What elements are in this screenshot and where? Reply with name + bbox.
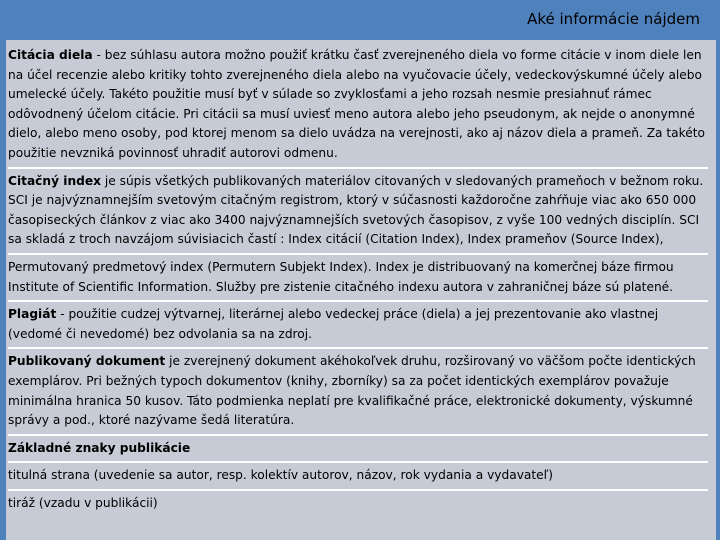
definition-text: je súpis všetkých publikovaných materiálov citovaných v sledovaných prameňoch v bežnom roku. SCI je najvýznamnejším svetovým citačným registrom, ktorý v súčasnosti každoročne zahŕňuje viac ako 650 000 časopiseckých článkov z viac ako 3400 najvýznamnejších svetových časopisov, z vyše 100 vedných disciplín. SCI sa skladá z troch navzájom súvisiacich častí : Index citácií (Citation Index), Index prameňov (Source Index),	[8, 173, 704, 247]
term-label: Citačný index	[8, 173, 101, 188]
page-title: Aké informácie nájdem	[527, 10, 700, 28]
definition-citacny-index	[8, 167, 708, 253]
heading-zakladne-znaky	[8, 434, 708, 462]
definition-permutovany-index	[8, 253, 708, 300]
definition-text: Permutovaný predmetový index (Permutern Subjekt Index). Index je distribuovaný na komerčnej báze firmou Institute of Scientific Information. Služby pre zistenie citačného indexu autora v zahraničnej báze sú platené.	[8, 259, 674, 294]
content-area	[6, 40, 716, 540]
term-label: Citácia diela	[8, 48, 93, 62]
term-label: Základné znaky publikácie	[8, 440, 191, 455]
definition-citacia-diela	[8, 46, 708, 167]
definition-plagiat	[8, 300, 708, 347]
definition-text: titulná strana (uvedenie sa autor, resp. kolektív autorov, názov, rok vydania a vydavateľ)	[8, 468, 553, 483]
definition-text: - bez súhlasu autora možno použiť krátku časť zverejneného diela vo forme citácie v inom diele len na účel recenzie alebo kritiky tohto zverejneného diela alebo na vyučovacie účely, vedeckovýskumné účely alebo umelecké účely. Takéto použitie musí byť v súlade so zvyklosťami a jeho rozsah nesmie presiahnuť rámec odôvodnený účelom citácie. Pri citácii sa musí uviesť meno autora alebo jeho pseudonym, ak nejde o anonymné dielo, alebo meno osoby, pod ktorej menom sa dielo uvádza na verejnosti, ako aj názov diela a prameň. Za takéto použitie nevzniká povinnosť uhradiť autorovi odmenu.	[8, 48, 705, 160]
definition-publikovany-dokument	[8, 347, 708, 433]
term-label: Publikovaný dokument	[8, 354, 166, 369]
list-item-titulna-strana	[8, 461, 708, 489]
definition-text: je zverejnený dokument akéhokoľvek druhu, rozširovaný vo väčšom počte identických exemplárov. Pri bežných typoch dokumentov (knihy, zborníky) sa za počet identických exemplárov považuje minimálna hranica 50 kusov. Táto podmienka neplatí pre kvalifikačné práce, elektronické dokumenty, výskumné správy a pod., ktoré nazývame šedá literatúra.	[8, 354, 696, 428]
list-item-tiraz	[8, 489, 708, 517]
definition-text: tiráž (vzadu v publikácii)	[8, 495, 158, 510]
definition-text: - použitie cudzej výtvarnej, literárnej alebo vedeckej práce (diela) a jej prezentovanie ako vlastnej (vedomé či nevedomé) bez odvolania sa na zdroj.	[8, 307, 659, 341]
term-label: Plagiát	[8, 307, 57, 322]
